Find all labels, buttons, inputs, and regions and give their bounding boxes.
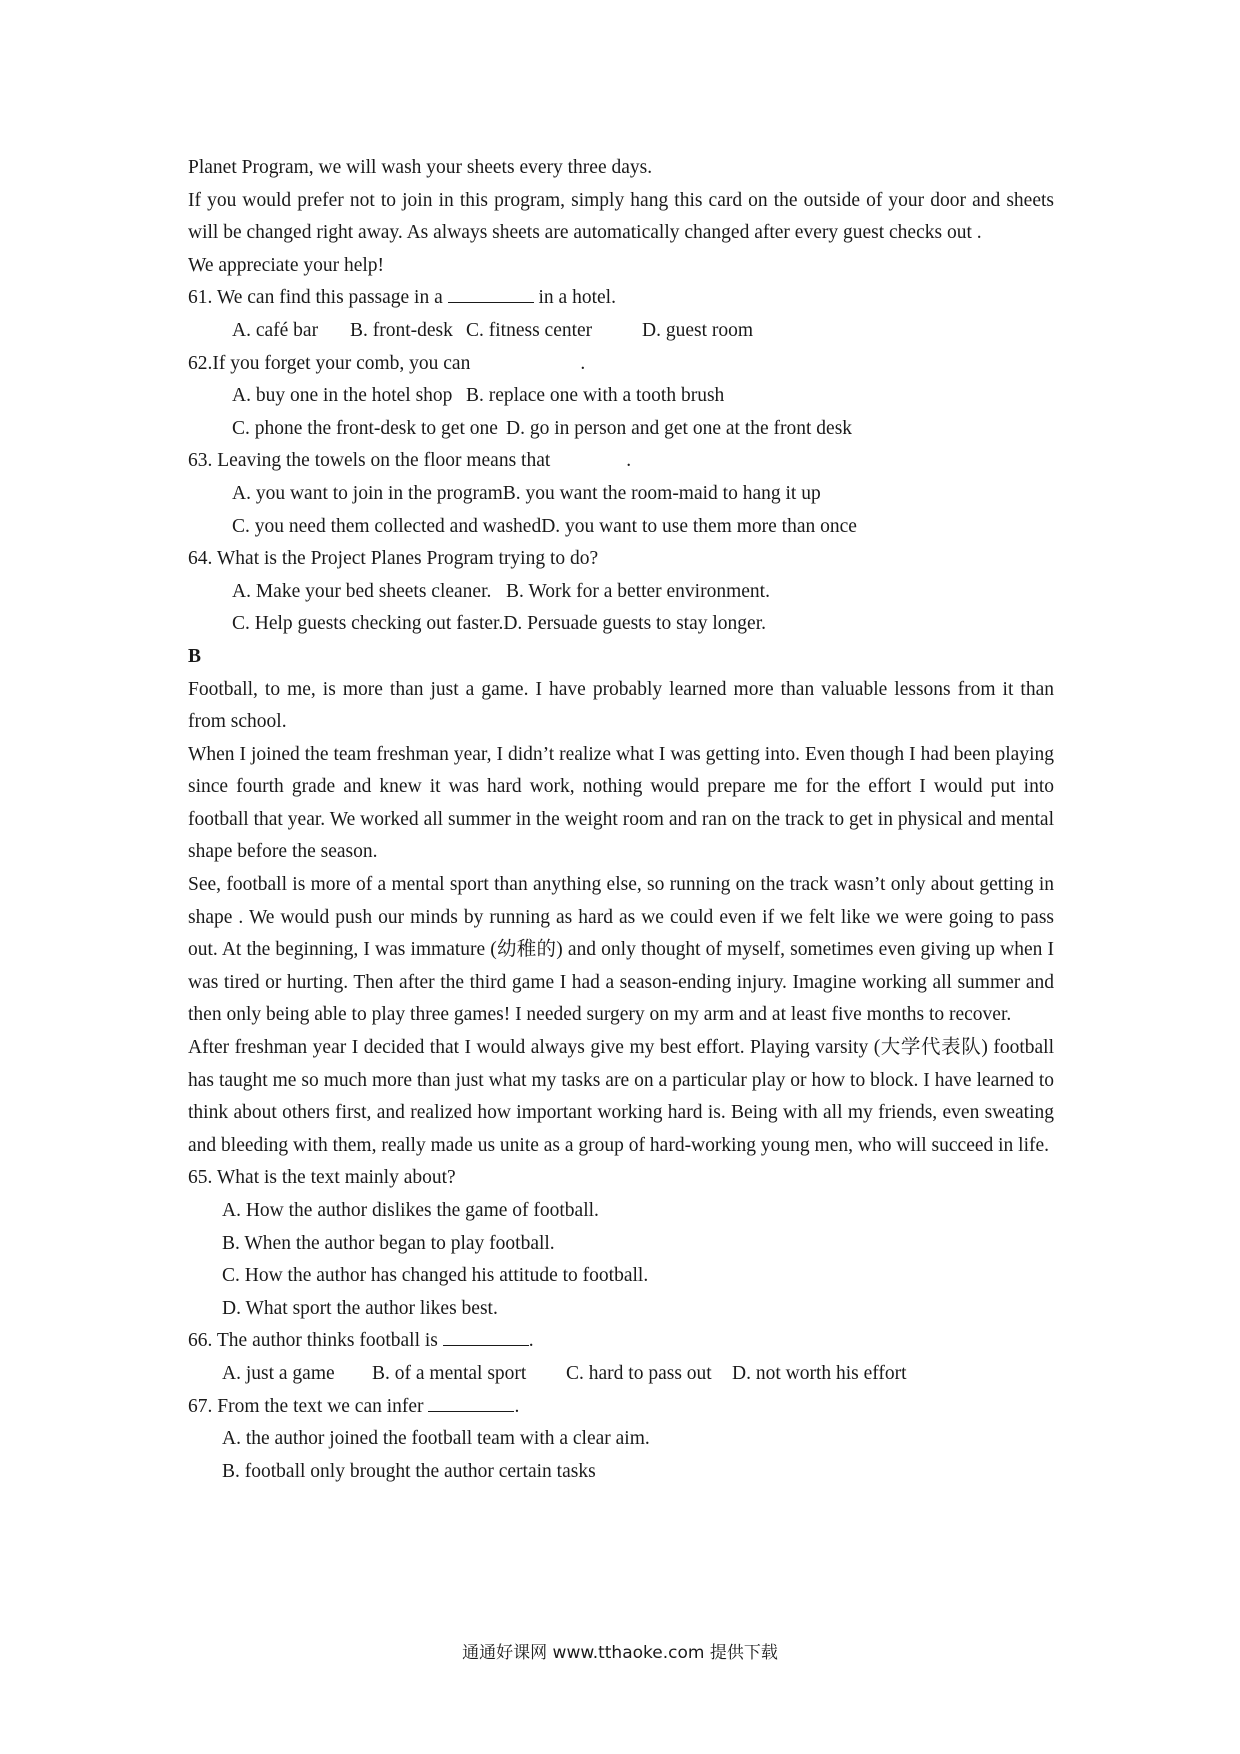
option-c: C. How the author has changed his attitude to football. <box>222 1265 649 1287</box>
question-66 <box>188 1325 1054 1358</box>
option-b: B. front-desk <box>350 319 453 341</box>
question-63 <box>188 445 1054 478</box>
option-c: C. you need them collected and washed <box>232 515 542 537</box>
question-66-stem-end: . <box>528 1330 534 1352</box>
option-d: D. guest room <box>642 319 754 341</box>
option-d: D. What sport the author likes best. <box>222 1297 498 1319</box>
question-64-options-row-2 <box>188 608 1054 641</box>
question-66-stem: 66. The author thinks football is <box>188 1330 438 1352</box>
question-61-stem: 61. We can find this passage in a <box>188 287 443 309</box>
question-67-options <box>188 1423 1054 1488</box>
passage-a-line: Planet Program, we will wash your sheets every three days. <box>188 157 653 178</box>
option-a: A. you want to join in the program <box>232 482 503 504</box>
option-a: A. buy one in the hotel shop <box>232 385 453 407</box>
exam-content <box>188 152 1054 1488</box>
passage-a-paragraph: If you would prefer not to join in this program, simply hang this card on the outside of your door and sheets will be changed right away. As always sheets are automatically changed after every guest checks out . <box>188 189 1054 244</box>
option-c: C. fitness center <box>466 319 593 341</box>
answer-blank <box>448 282 534 303</box>
option-d: D. go in person and get one at the front desk <box>506 417 853 439</box>
page-footer: 通通好课网 www.tthaoke.com 提供下载 <box>462 1643 778 1663</box>
question-64-options-row-1 <box>188 576 1054 609</box>
passage-a-closing: We appreciate your help! <box>188 254 385 276</box>
option-a: A. café bar <box>232 319 319 341</box>
question-61 <box>188 282 1054 315</box>
question-65 <box>188 1162 1054 1195</box>
option-a: A. just a game <box>222 1362 335 1384</box>
option-d: D. Persuade guests to stay longer. <box>503 613 766 635</box>
option-a: A. the author joined the football team with a clear aim. <box>222 1428 650 1450</box>
option-c: C. hard to pass out <box>566 1362 712 1384</box>
question-63-stem: 63. Leaving the towels on the floor means that <box>188 450 551 472</box>
answer-blank <box>428 1391 514 1412</box>
question-64-stem: 64. What is the Project Planes Program trying to do? <box>188 548 599 570</box>
question-62-options-row-1 <box>188 380 1054 413</box>
option-d: D. you want to use them more than once <box>541 515 857 537</box>
option-b: B. football only brought the author certain tasks <box>222 1460 596 1482</box>
passage-b-paragraph-1: Football, to me, is more than just a game. I have probably learned more than valuable lessons from it than from school. <box>188 678 1054 733</box>
option-a: A. How the author dislikes the game of football. <box>222 1200 599 1221</box>
question-63-options-row-2 <box>188 511 1054 544</box>
option-b: B. When the author began to play football. <box>222 1232 555 1254</box>
question-66-options <box>188 1358 1054 1391</box>
passage-b-paragraph-2: When I joined the team freshman year, I didn’t realize what I was getting into. Even though I had been playing since fourth grade and knew it was hard work, nothing would prepare me for the effort I would put into football that year. We worked all summer in the weight room and ran on the track to get in physical and mental shape before the season. <box>188 743 1054 863</box>
question-65-stem: 65. What is the text mainly about? <box>188 1167 456 1189</box>
answer-blank <box>443 1325 529 1346</box>
question-62-stem-end: . <box>580 352 586 374</box>
question-62-stem: 62.If you forget your comb, you can <box>188 352 471 374</box>
question-63-options-row-1 <box>188 478 1054 511</box>
option-b: B. replace one with a tooth brush <box>466 385 725 407</box>
option-b: B. you want the room-maid to hang it up <box>502 482 821 504</box>
passage-b-paragraph-4: After freshman year I decided that I would always give my best effort. Playing varsity (大学代表队) football has taught me so much more than just what my tasks are on a particular play or how to block. I have learned to think about others first, and realized how important working hard is. Being with all my friends, even sweating and bleeding with them, really made us unite as a group of hard-working young men, who will succeed in life. <box>188 1037 1054 1156</box>
question-62-options-row-2 <box>188 413 1054 446</box>
question-62 <box>188 348 1054 381</box>
question-67-stem-end: . <box>514 1395 520 1417</box>
question-61-stem-end: in a hotel. <box>538 287 616 309</box>
option-c: C. phone the front-desk to get one <box>232 417 498 439</box>
question-67-stem: 67. From the text we can infer <box>188 1395 424 1417</box>
option-b: B. Work for a better environment. <box>506 580 770 602</box>
question-63-stem-end: . <box>626 450 632 472</box>
question-61-options <box>188 315 1054 348</box>
option-a: A. Make your bed sheets cleaner. <box>232 580 492 602</box>
option-b: B. of a mental sport <box>372 1362 527 1384</box>
passage-b-paragraph-3: See, football is more of a mental sport than anything else, so running on the track wasn’t only about getting in shape . We would push our minds by running as hard as we could even if we felt like we were going to pass out. At the beginning, I was immature (幼稚的) and only thought of myself, sometimes even giving up when I was tired or hurting. Then after the third game I had a season-ending injury. Imagine working all summer and then only being able to play three games! I needed surgery on my arm and at least five months to recover. <box>188 874 1054 1026</box>
option-c: C. Help guests checking out faster. <box>232 613 504 635</box>
question-64 <box>188 543 1054 576</box>
section-heading: B <box>188 645 202 667</box>
question-67 <box>188 1391 1054 1424</box>
option-d: D. not worth his effort <box>732 1362 907 1384</box>
question-65-options <box>188 1195 1054 1325</box>
